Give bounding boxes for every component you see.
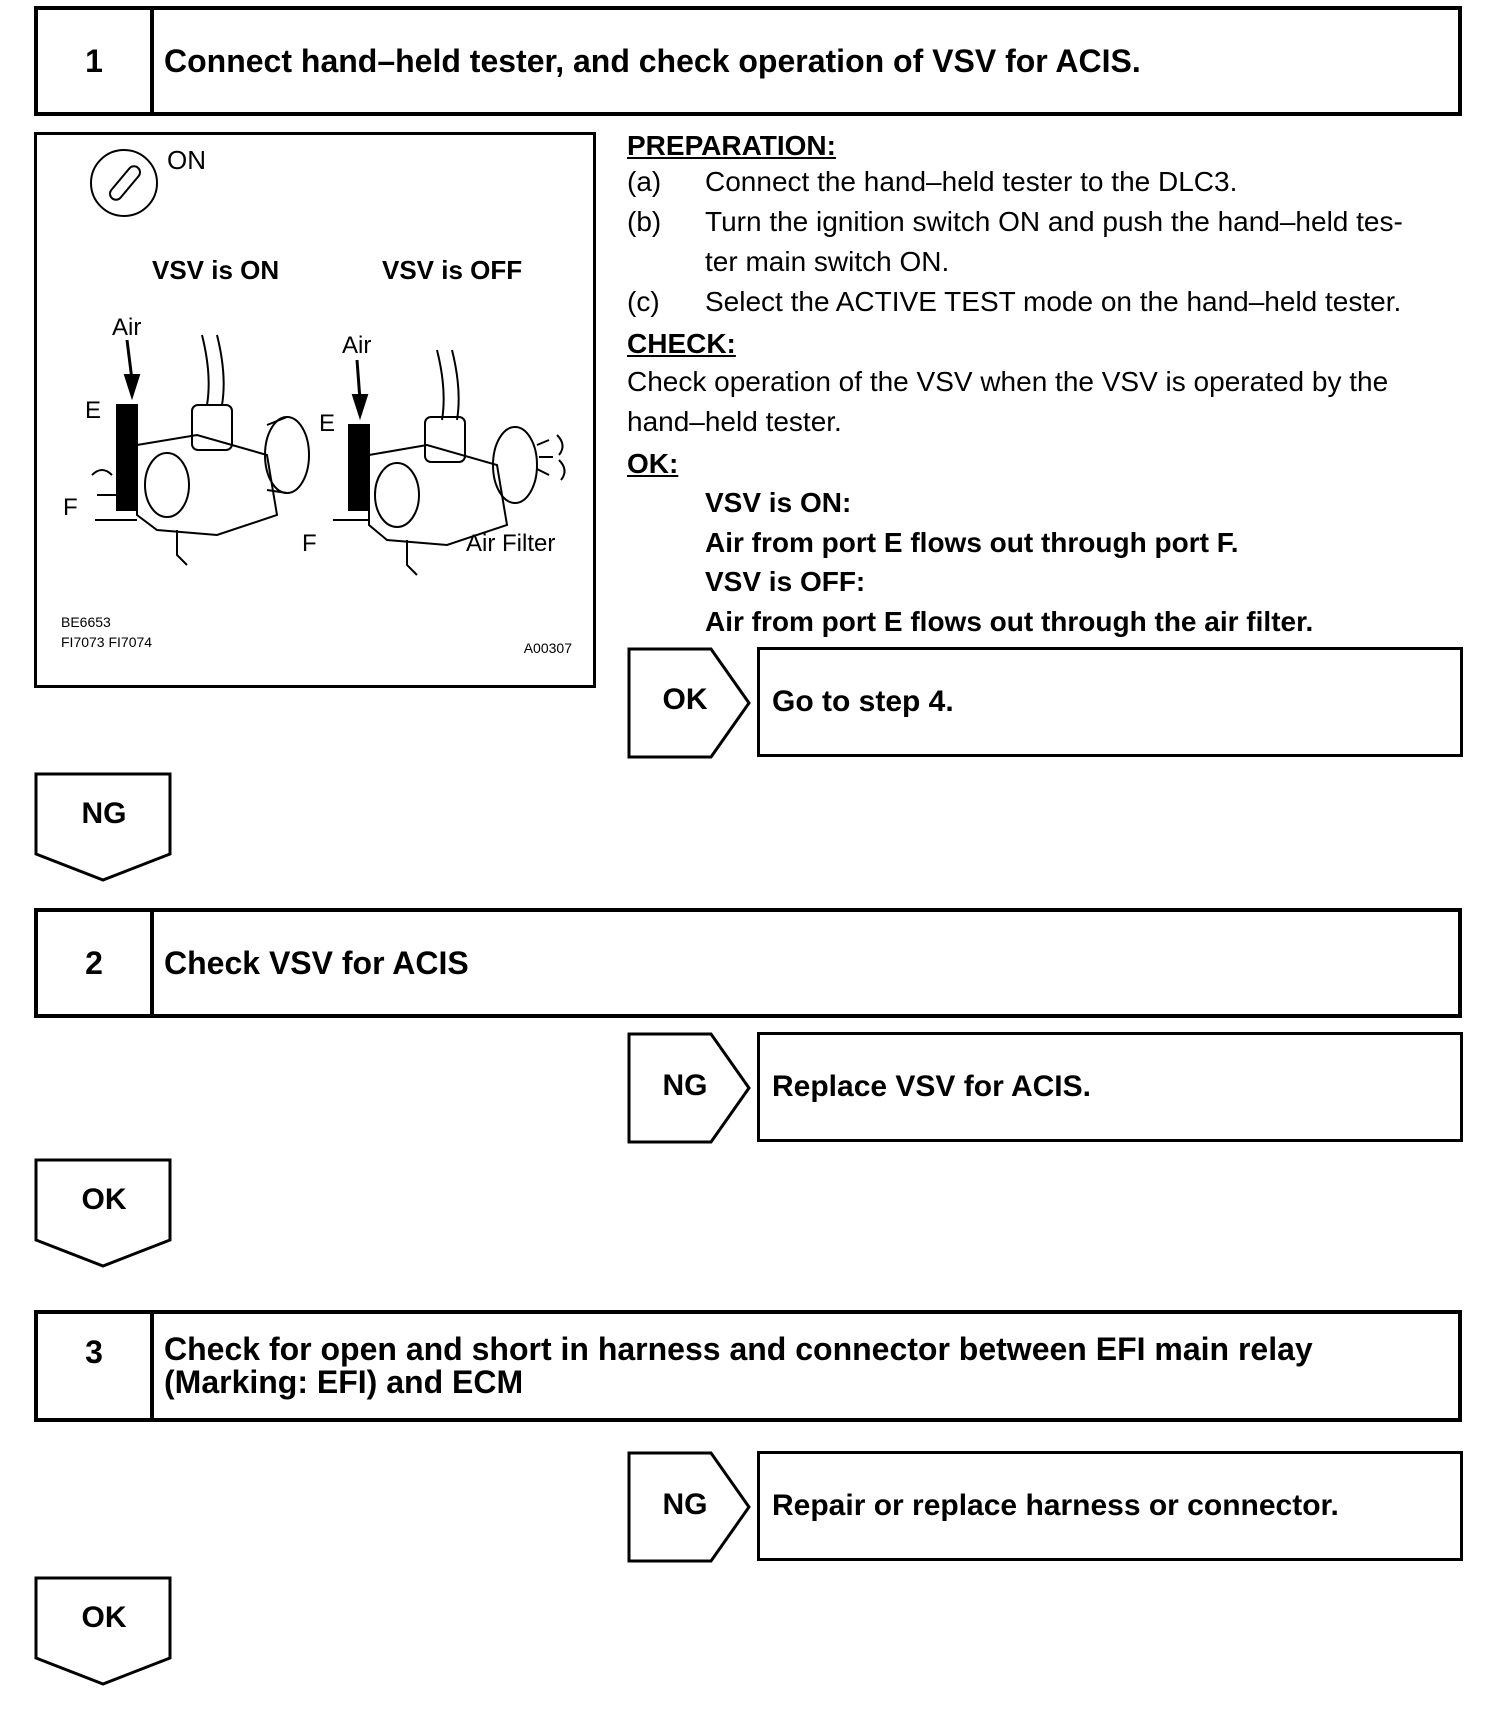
step-number: 2 [38,912,154,1014]
port-f-left: F [63,494,78,521]
step-title: Check VSV for ACIS [164,944,469,981]
prep-item-b [627,206,661,238]
vsv-on-drawing [92,335,309,565]
step-number: 3 [38,1314,154,1418]
prep-key: (a) [627,166,662,197]
step-1-header [34,6,1462,116]
step-2-header [34,908,1462,1018]
figure-ref-code: A00307 [523,640,572,656]
step2-ok-label: OK [81,1183,127,1216]
step-title-line-1: Check for open and short in harness and connector between EFI main relay [164,1331,1313,1367]
step3-ok-label: OK [81,1601,127,1634]
prep-item-c [627,286,660,318]
vsv-illustration [34,132,596,688]
step3-result-text: Repair or replace harness or connector. [772,1489,1339,1522]
ok-header: OK: [627,448,679,479]
step2-result-text: Replace VSV for ACIS. [772,1070,1091,1103]
prep-text-b-cont: ter main switch ON. [705,246,950,277]
check-header: CHECK: [627,328,736,359]
port-f-right: F [302,530,317,557]
prep-key: (b) [627,206,662,237]
ok-line-4: Air from port E flows out through the air filter. [705,606,1314,637]
step-title [164,1314,1448,1418]
figure-ref-2: FI7073 FI7074 [61,634,153,650]
step-number: 1 [38,10,154,112]
prep-text-b: Turn the ignition switch ON and push the hand–held tes- [705,206,1403,237]
step-title-line-2: (Marking: EFI) and ECM [164,1364,524,1400]
air-label-left: Air [112,314,142,341]
ok-line-3: VSV is OFF: [705,566,866,597]
step2-ng-label: NG [662,1069,708,1102]
air-filter-label: Air Filter [466,530,556,557]
step3-ng-label: NG [662,1488,708,1521]
ignition-switch-icon [91,150,157,216]
step-3-header [34,1310,1462,1422]
figure-ref-1: BE6653 [61,614,111,630]
air-label-right: Air [342,332,372,359]
ignition-on-label: ON [167,145,206,175]
step2-result-box [757,1032,1463,1142]
step1-ok-label: OK [662,683,708,716]
prep-text-a: Connect the hand–held tester to the DLC3. [705,166,1238,197]
port-e-right: E [319,410,336,437]
port-e-left: E [85,397,102,424]
step1-result-text: Go to step 4. [772,685,954,718]
preparation-header: PREPARATION: [627,130,836,161]
prep-item-a [627,166,661,198]
ok-line-2: Air from port E flows out through port F. [705,527,1239,558]
ok-line-1: VSV is ON: [705,487,852,518]
vsv-off-label: VSV is OFF [382,255,523,285]
step-title: Connect hand–held tester, and check operation of VSV for ACIS. [164,42,1141,79]
vsv-on-label: VSV is ON [152,255,280,285]
check-text-2: hand–held tester. [627,406,842,437]
check-text-1: Check operation of the VSV when the VSV is operated by the [627,366,1389,397]
step1-ng-label: NG [81,797,127,830]
step1-result-box [757,647,1463,757]
prep-key: (c) [627,286,660,317]
step3-result-box [757,1451,1463,1561]
prep-text-c: Select the ACTIVE TEST mode on the hand–held tester. [705,286,1402,317]
